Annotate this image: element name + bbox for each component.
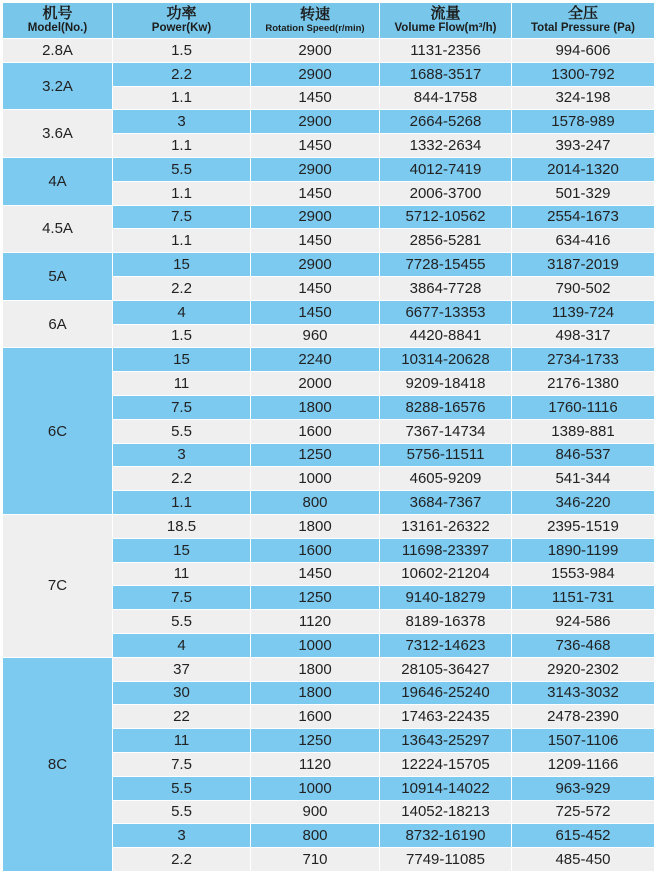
flow-cell: 8732-16190 [380,824,512,848]
speed-cell: 1000 [251,633,380,657]
flow-cell: 13161-26322 [380,514,512,538]
model-cell: 3.2A [3,62,113,110]
flow-cell: 14052-18213 [380,800,512,824]
speed-cell: 800 [251,824,380,848]
table-row [3,157,655,181]
table-row [3,39,655,63]
pressure-cell: 2014-1320 [512,157,655,181]
pressure-cell: 924-586 [512,610,655,634]
power-cell: 4 [113,633,251,657]
model-cell: 4.5A [3,205,113,253]
flow-cell: 2006-3700 [380,181,512,205]
speed-cell: 1600 [251,419,380,443]
speed-cell: 800 [251,491,380,515]
power-cell: 22 [113,705,251,729]
power-cell: 1.1 [113,134,251,158]
pressure-cell: 1389-881 [512,419,655,443]
model-cell: 8C [3,657,113,871]
pressure-cell: 725-572 [512,800,655,824]
pressure-cell: 1760-1116 [512,395,655,419]
power-cell: 5.5 [113,419,251,443]
flow-cell: 6677-13353 [380,300,512,324]
header-speed-en: Rotation Speed(r/min) [265,23,365,35]
speed-cell: 1800 [251,681,380,705]
speed-cell: 1600 [251,538,380,562]
header-model [3,3,113,39]
power-cell: 7.5 [113,395,251,419]
speed-cell: 1450 [251,229,380,253]
flow-cell: 4605-9209 [380,467,512,491]
flow-cell: 1688-3517 [380,62,512,86]
speed-cell: 960 [251,324,380,348]
header-flow [380,3,512,39]
speed-cell: 1120 [251,752,380,776]
power-cell: 18.5 [113,514,251,538]
flow-cell: 7728-15455 [380,253,512,277]
model-cell: 5A [3,253,113,301]
speed-cell: 1800 [251,395,380,419]
pressure-cell: 346-220 [512,491,655,515]
pressure-cell: 1300-792 [512,62,655,86]
power-cell: 1.1 [113,86,251,110]
power-cell: 7.5 [113,205,251,229]
pressure-cell: 1553-984 [512,562,655,586]
pressure-cell: 485-450 [512,848,655,872]
flow-cell: 10602-21204 [380,562,512,586]
power-cell: 2.2 [113,848,251,872]
power-cell: 5.5 [113,800,251,824]
pressure-cell: 1139-724 [512,300,655,324]
power-cell: 37 [113,657,251,681]
power-cell: 15 [113,538,251,562]
header-model-zh: 机号 [42,5,73,23]
flow-cell: 9140-18279 [380,586,512,610]
speed-cell: 2900 [251,39,380,63]
flow-cell: 8189-16378 [380,610,512,634]
flow-cell: 9209-18418 [380,372,512,396]
pressure-cell: 2554-1673 [512,205,655,229]
speed-cell: 1450 [251,86,380,110]
pressure-cell: 2176-1380 [512,372,655,396]
power-cell: 3 [113,824,251,848]
flow-cell: 13643-25297 [380,729,512,753]
flow-cell: 1332-2634 [380,134,512,158]
flow-cell: 12224-15705 [380,752,512,776]
pressure-cell: 634-416 [512,229,655,253]
model-cell: 4A [3,157,113,205]
flow-cell: 844-1758 [380,86,512,110]
header-flow-en: Volume Flow(m³/h) [394,22,497,35]
power-cell: 4 [113,300,251,324]
pressure-cell: 541-344 [512,467,655,491]
header-pressure-zh: 全压 [567,5,598,23]
speed-cell: 1250 [251,443,380,467]
flow-cell: 4012-7419 [380,157,512,181]
speed-cell: 1450 [251,276,380,300]
speed-cell: 1000 [251,776,380,800]
speed-cell: 1120 [251,610,380,634]
pressure-cell: 2734-1733 [512,348,655,372]
speed-cell: 1450 [251,562,380,586]
header-power [113,3,251,39]
speed-cell: 2900 [251,62,380,86]
power-cell: 11 [113,729,251,753]
flow-cell: 11698-23397 [380,538,512,562]
pressure-cell: 615-452 [512,824,655,848]
flow-cell: 3864-7728 [380,276,512,300]
flow-cell: 17463-22435 [380,705,512,729]
pressure-cell: 1890-1199 [512,538,655,562]
table-row [3,253,655,277]
power-cell: 5.5 [113,157,251,181]
speed-cell: 2900 [251,205,380,229]
pressure-cell: 2478-2390 [512,705,655,729]
table-row [3,110,655,134]
speed-cell: 2900 [251,110,380,134]
flow-cell: 2856-5281 [380,229,512,253]
header-speed [251,3,380,39]
pressure-cell: 1507-1106 [512,729,655,753]
header-speed-zh: 转速 [299,6,330,24]
power-cell: 1.5 [113,324,251,348]
power-cell: 1.1 [113,491,251,515]
pressure-cell: 3187-2019 [512,253,655,277]
flow-cell: 3684-7367 [380,491,512,515]
power-cell: 15 [113,253,251,277]
model-cell: 3.6A [3,110,113,158]
speed-cell: 1450 [251,134,380,158]
header-power-zh: 功率 [166,5,197,23]
pressure-cell: 963-929 [512,776,655,800]
flow-cell: 7367-14734 [380,419,512,443]
pressure-cell: 736-468 [512,633,655,657]
model-cell: 6A [3,300,113,348]
model-cell: 7C [3,514,113,657]
flow-cell: 4420-8841 [380,324,512,348]
pressure-cell: 2920-2302 [512,657,655,681]
flow-cell: 5712-10562 [380,205,512,229]
speed-cell: 1450 [251,181,380,205]
flow-cell: 28105-36427 [380,657,512,681]
pressure-cell: 2395-1519 [512,514,655,538]
speed-cell: 2900 [251,253,380,277]
power-cell: 5.5 [113,610,251,634]
pressure-cell: 3143-3032 [512,681,655,705]
pressure-cell: 994-606 [512,39,655,63]
header-pressure-en: Total Pressure (Pa) [531,22,635,35]
table-row [3,300,655,324]
flow-cell: 10314-20628 [380,348,512,372]
power-cell: 7.5 [113,752,251,776]
power-cell: 3 [113,443,251,467]
power-cell: 1.1 [113,181,251,205]
table-row [3,205,655,229]
header-power-en: Power(Kw) [151,22,212,35]
pressure-cell: 1578-989 [512,110,655,134]
flow-cell: 7749-11085 [380,848,512,872]
power-cell: 15 [113,348,251,372]
header-row [3,3,655,39]
pressure-cell: 501-329 [512,181,655,205]
speed-cell: 2240 [251,348,380,372]
power-cell: 2.2 [113,276,251,300]
speed-cell: 1800 [251,514,380,538]
speed-cell: 900 [251,800,380,824]
fan-spec-table [2,2,655,872]
table-row [3,348,655,372]
speed-cell: 1250 [251,586,380,610]
power-cell: 5.5 [113,776,251,800]
power-cell: 7.5 [113,586,251,610]
pressure-cell: 324-198 [512,86,655,110]
speed-cell: 1250 [251,729,380,753]
table-row [3,657,655,681]
pressure-cell: 1209-1166 [512,752,655,776]
speed-cell: 1600 [251,705,380,729]
header-model-en: Model(No.) [27,22,88,35]
flow-cell: 5756-11511 [380,443,512,467]
power-cell: 1.5 [113,39,251,63]
header-flow-zh: 流量 [430,5,461,23]
power-cell: 11 [113,562,251,586]
power-cell: 2.2 [113,467,251,491]
speed-cell: 1450 [251,300,380,324]
power-cell: 30 [113,681,251,705]
header-pressure [512,3,655,39]
speed-cell: 2000 [251,372,380,396]
power-cell: 2.2 [113,62,251,86]
flow-cell: 19646-25240 [380,681,512,705]
pressure-cell: 393-247 [512,134,655,158]
flow-cell: 2664-5268 [380,110,512,134]
speed-cell: 710 [251,848,380,872]
table-body [3,39,655,872]
flow-cell: 1131-2356 [380,39,512,63]
table-row [3,62,655,86]
pressure-cell: 790-502 [512,276,655,300]
speed-cell: 1000 [251,467,380,491]
model-cell: 2.8A [3,39,113,63]
pressure-cell: 498-317 [512,324,655,348]
model-cell: 6C [3,348,113,515]
flow-cell: 7312-14623 [380,633,512,657]
power-cell: 3 [113,110,251,134]
flow-cell: 8288-16576 [380,395,512,419]
table-row [3,514,655,538]
flow-cell: 10914-14022 [380,776,512,800]
pressure-cell: 1151-731 [512,586,655,610]
speed-cell: 1800 [251,657,380,681]
power-cell: 11 [113,372,251,396]
power-cell: 1.1 [113,229,251,253]
speed-cell: 2900 [251,157,380,181]
pressure-cell: 846-537 [512,443,655,467]
